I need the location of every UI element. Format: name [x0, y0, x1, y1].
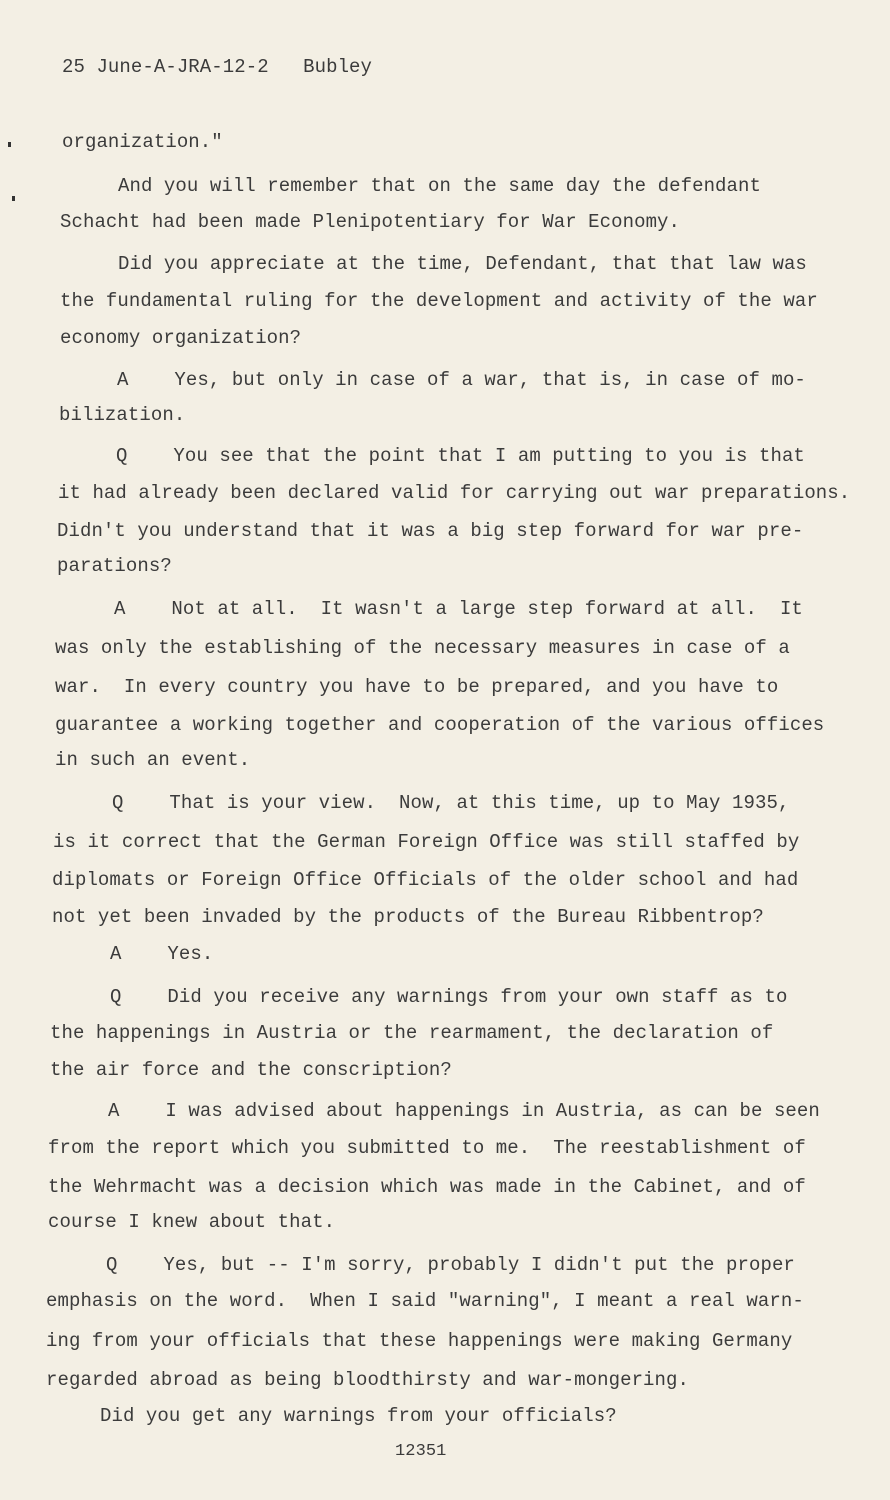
- question-line: Q That is your view. Now, at this time, up to May 1935,: [112, 792, 790, 814]
- text-line: the fundamental ruling for the development and activity of the war: [60, 290, 818, 312]
- text-line: emphasis on the word. When I said "warning", I meant a real warn-: [46, 1290, 804, 1312]
- text-line: Did you get any warnings from your officials?: [100, 1405, 617, 1427]
- answer-line: A Yes, but only in case of a war, that is, in case of mo-: [117, 369, 806, 391]
- text-line: Didn't you understand that it was a big step forward for war pre-: [57, 520, 804, 542]
- text-line: war. In every country you have to be prepared, and you have to: [55, 676, 779, 698]
- text-line: diplomats or Foreign Office Officials of the older school and had: [52, 869, 799, 891]
- text-line: regarded abroad as being bloodthirsty and war-mongering.: [46, 1369, 689, 1391]
- text-line: parations?: [57, 555, 172, 577]
- text-line: organization.": [62, 131, 223, 153]
- text-line: is it correct that the German Foreign Office was still staffed by: [53, 831, 800, 853]
- text-line: ing from your officials that these happenings were making Germany: [46, 1330, 793, 1352]
- text-line: it had already been declared valid for carrying out war preparations.: [58, 482, 851, 504]
- text-line: bilization.: [59, 404, 186, 426]
- answer-line: A Not at all. It wasn't a large step forward at all. It: [114, 598, 803, 620]
- text-line: in such an event.: [55, 749, 251, 771]
- punch-mark: [12, 196, 15, 201]
- question-line: Q Did you receive any warnings from your own staff as to: [110, 986, 788, 1008]
- punch-mark: [8, 142, 11, 147]
- question-line: Q Yes, but -- I'm sorry, probably I didn't put the proper: [106, 1254, 795, 1276]
- answer-line: A I was advised about happenings in Austria, as can be seen: [108, 1100, 820, 1122]
- text-line: Schacht had been made Plenipotentiary for War Economy.: [60, 211, 681, 233]
- text-line: And you will remember that on the same day the defendant: [118, 175, 761, 197]
- text-line: the happenings in Austria or the rearmament, the declaration of: [50, 1022, 774, 1044]
- text-line: guarantee a working together and cooperation of the various offices: [55, 714, 825, 736]
- text-line: not yet been invaded by the products of the Bureau Ribbentrop?: [52, 906, 764, 928]
- question-line: Q You see that the point that I am putting to you is that: [116, 445, 805, 467]
- text-line: was only the establishing of the necessary measures in case of a: [55, 637, 790, 659]
- text-line: from the report which you submitted to me. The reestablishment of: [48, 1137, 806, 1159]
- text-line: course I knew about that.: [48, 1211, 336, 1233]
- page-number: 12351: [395, 1442, 447, 1461]
- page-header: 25 June-A-JRA-12-2 Bubley: [62, 56, 373, 78]
- text-line: the air force and the conscription?: [50, 1059, 452, 1081]
- text-line: the Wehrmacht was a decision which was made in the Cabinet, and of: [48, 1176, 806, 1198]
- text-line: Did you appreciate at the time, Defendant, that that law was: [118, 253, 807, 275]
- answer-line: A Yes.: [110, 943, 214, 965]
- text-line: economy organization?: [60, 327, 302, 349]
